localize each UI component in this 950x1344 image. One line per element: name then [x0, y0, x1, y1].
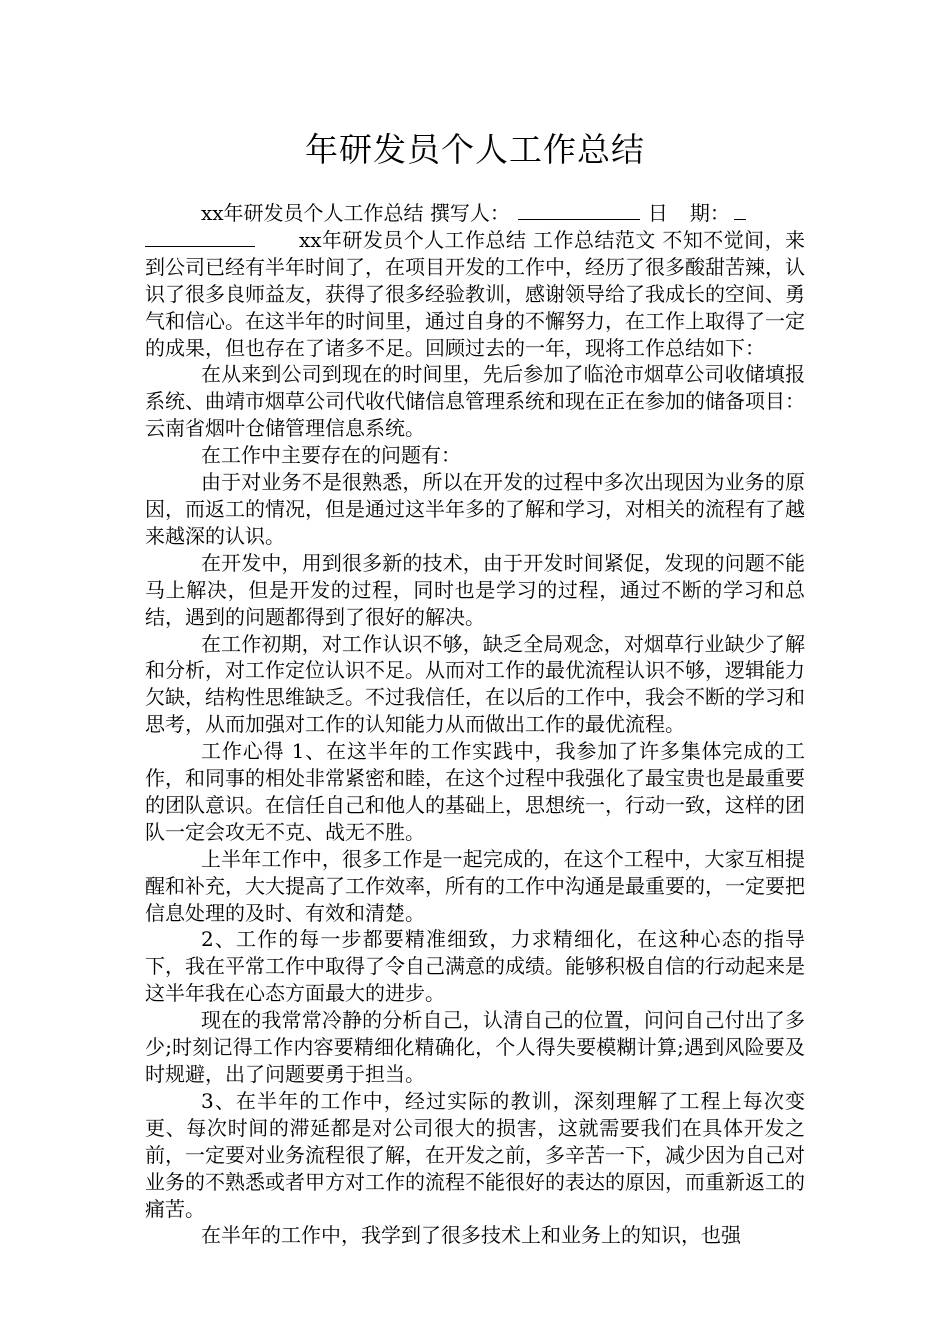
date-label-day: 日	[647, 201, 668, 225]
date-blank-end	[145, 228, 255, 247]
paragraph-5: 在工作初期，对工作认识不够，缺乏全局观念，对烟草行业缺少了解和分析，对工作定位认识不足。从而对工作的最优流程认识不够，逻辑能力欠缺，结构性思维缺乏。不过我信任，在以后的工作中，我会不断的学习和思考，从而加强对工作的认知能力从而做出工作的最优流程。	[145, 631, 805, 737]
paragraph-2: 在工作中主要存在的问题有：	[201, 443, 461, 468]
paragraph-6: 工作心得 1、在这半年的工作实践中，我参加了许多集体完成的工作，和同事的相处非常紧密和睦，在这个过程中我强化了最宝贵也是最重要的团队意识。在信任自己和他人的基础上，思想统一，行动一致，这样的团队一定会攻无不克、战无不胜。	[145, 739, 805, 844]
intro-text: xx年研发员个人工作总结 工作总结范文 不知不觉间，来到公司已经有半年时间了，在项目开发的工作中，经历了很多酸甜苦辣，认识了很多良师益友，获得了很多经验教训，感谢领导给了我成长的空间、勇气和信心。在这半年的时间里，通过自身的不懈努力，在工作上取得了一定的成果，但也存在了诸多不足。回顾过去的一年，现将工作总结如下：	[145, 227, 805, 360]
paragraph-3: 由于对业务不是很熟悉，所以在开发的过程中多次出现因为业务的原因，而返工的情况，但是通过这半年多的了解和学习，对相关的流程有了越来越深的认识。	[145, 470, 805, 548]
date-label-period: 期：	[689, 201, 730, 225]
document-title: 年研发员个人工作总结	[305, 130, 645, 169]
author-blank	[518, 201, 640, 220]
paragraph-4: 在开发中，用到很多新的技术，由于开发时间紧促，发现的问题不能马上解决，但是开发的过程，同时也是学习的过程，通过不断的学习和总结，遇到的问题都得到了很好的解决。	[145, 550, 805, 629]
document-body	[145, 200, 805, 1249]
author-label: xx年研发员个人工作总结 撰写人：	[201, 201, 510, 225]
paragraph-11: 在半年的工作中，我学到了很多技术上和业务上的知识，也强	[201, 1223, 741, 1248]
paragraph-9: 现在的我常常冷静的分析自己，认清自己的位置，问问自己付出了多少;时刻记得工作内容要精细化精确化，个人得失要模糊计算;遇到风险要及时规避，出了问题要勇于担当。	[145, 1008, 805, 1086]
date-blank-start	[734, 201, 746, 220]
paragraph-7: 上半年工作中，很多工作是一起完成的，在这个工程中，大家互相提醒和补充，大大提高了工作效率，所有的工作中沟通是最重要的，一定要把信息处理的及时、有效和清楚。	[145, 846, 805, 925]
intro-paragraph	[145, 227, 805, 362]
paragraph-1: 在从来到公司到现在的时间里，先后参加了临沧市烟草公司收储填报系统、曲靖市烟草公司代收代储信息管理系统和现在正在参加的储备项目：云南省烟叶仓储管理信息系统。	[145, 362, 805, 441]
header-line	[145, 200, 805, 227]
paragraph-10: 3、在半年的工作中，经过实际的教训，深刻理解了工程上每次变更、每次时间的滞延都是对公司很大的损害，这就需要我们在具体开发之前，一定要对业务流程很了解，在开发之前，多辛苦一下，减少因为自己对业务的不熟悉或者甲方对工作的流程不能很好的表达的原因，而重新返工的痛苦。	[145, 1088, 805, 1221]
paragraph-8: 2、工作的每一步都要精准细致，力求精细化，在这种心态的指导下，我在平常工作中取得了令自己满意的成绩。能够积极自信的行动起来是这半年我在心态方面最大的进步。	[145, 927, 805, 1006]
